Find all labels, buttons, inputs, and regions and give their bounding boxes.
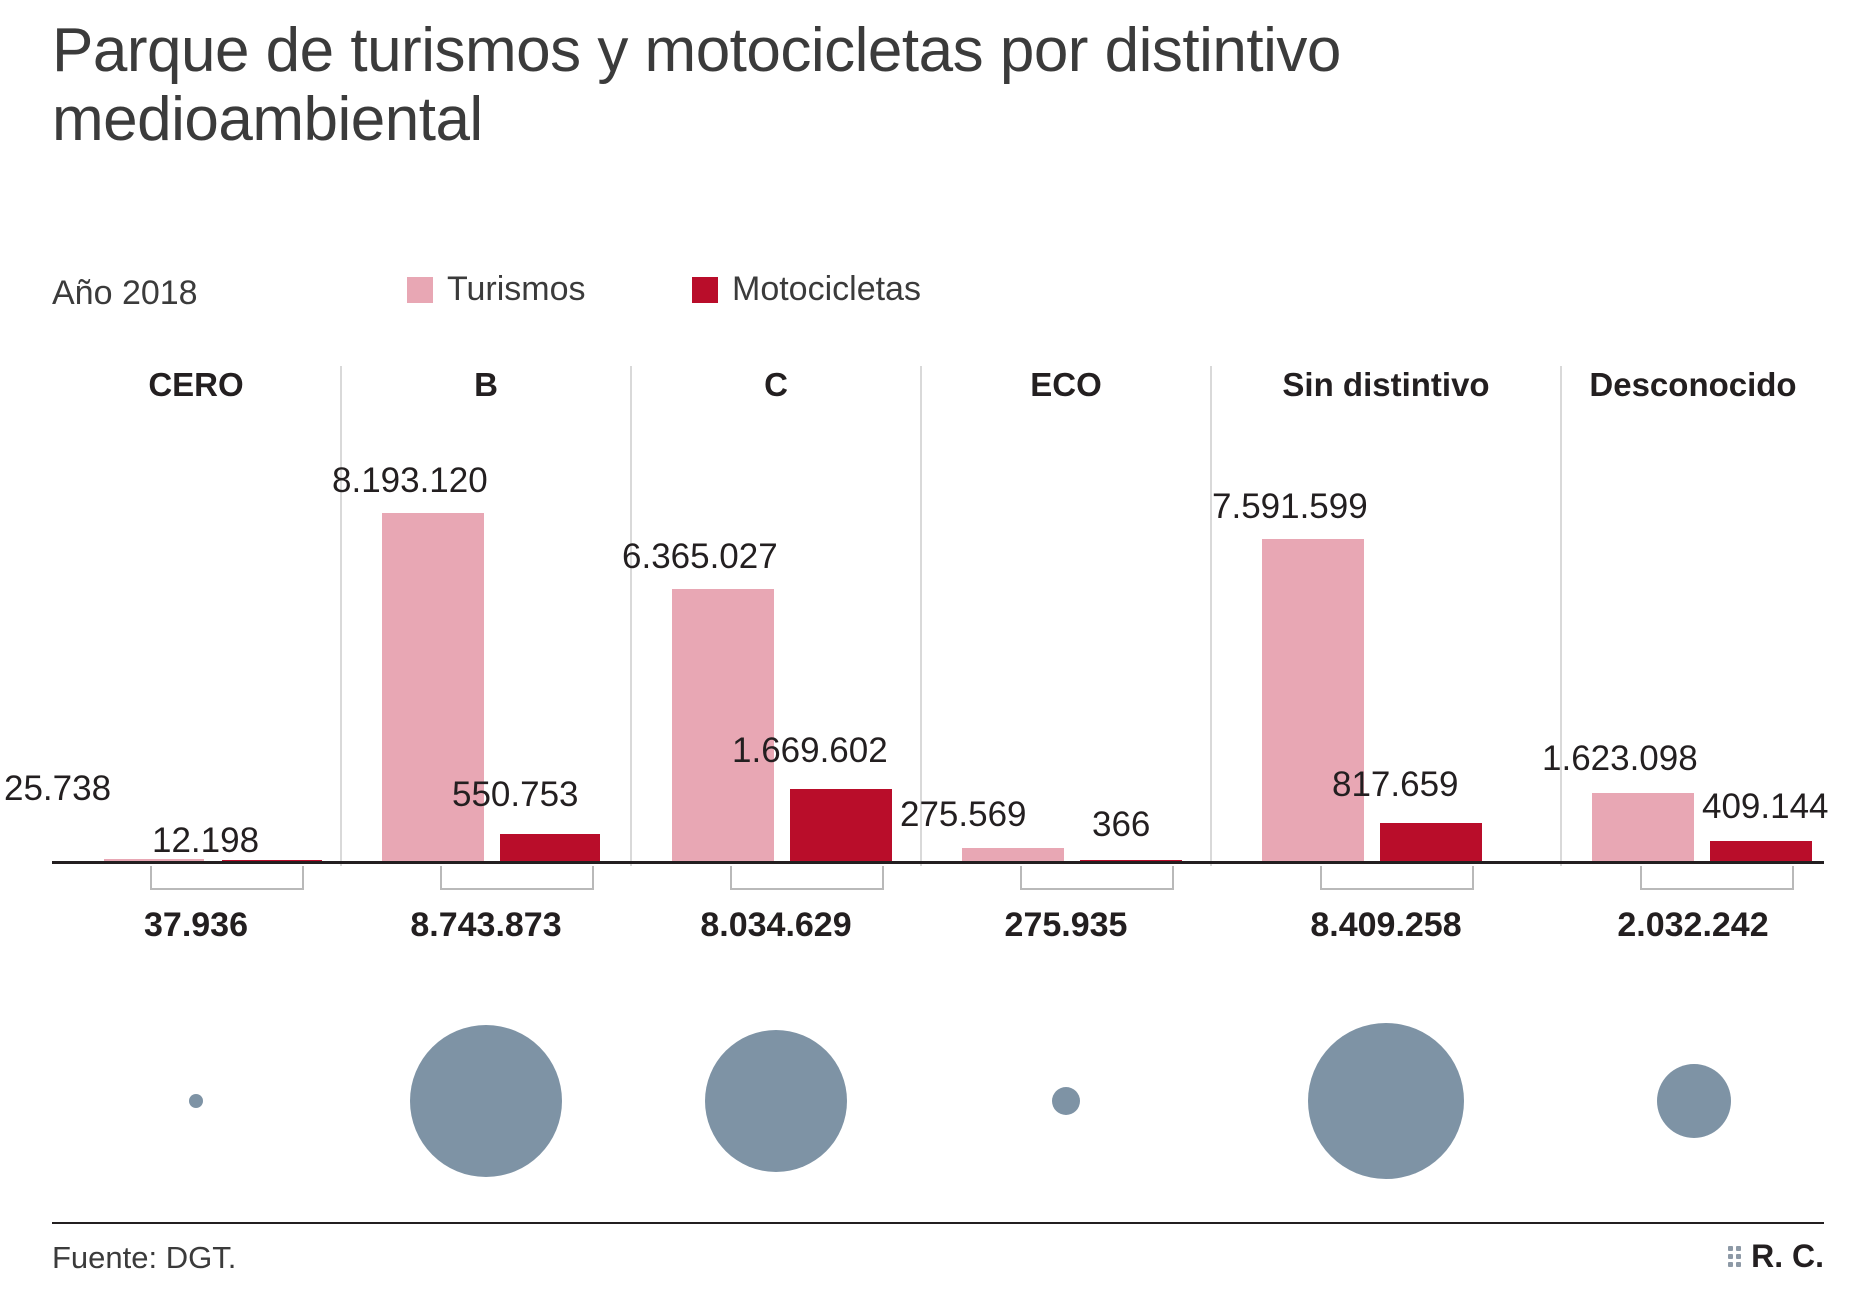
bar-group-label: ECO [1030,366,1102,403]
total-bracket [1640,866,1794,890]
bar-value-motocicletas: 12.198 [152,821,260,860]
bubble-row [52,988,1824,1178]
bar-motocicletas [1380,823,1482,861]
bar-value-motocicletas: 366 [1092,805,1151,844]
bubble-cero [189,1094,203,1108]
axis-baseline [52,861,1824,864]
bubble-b [410,1025,562,1177]
legend-swatch-motocicletas [692,277,718,303]
bar-turismos [962,848,1064,861]
bar-motocicletas [1710,841,1812,861]
group-totals [52,866,1824,976]
bar-group-eco [900,366,1210,864]
bars-container [1212,441,1560,861]
page-title: Parque de turismos y motocicletas por distintivo medioambiental [52,16,1341,155]
bar-group-label: C [764,366,788,403]
legend-swatch-turismos [407,277,433,303]
credit-label: R. C. [1751,1238,1824,1274]
footer-divider [52,1222,1824,1224]
bar-group-desconocido [1542,366,1829,864]
total-value: 275.935 [1004,906,1128,944]
bar-value-motocicletas: 550.753 [452,775,579,814]
bar-motocicletas [500,834,600,861]
total-value: 8.743.873 [410,906,562,944]
year-label: Año 2018 [52,274,198,312]
total-value: 2.032.242 [1617,906,1769,944]
bar-group-label: CERO [148,366,244,403]
bar-value-turismos: 6.365.027 [622,537,778,576]
bar-value-turismos: 8.193.120 [332,461,488,500]
bar-value-motocicletas: 817.659 [1332,765,1459,804]
legend-item-turismos [407,270,586,309]
bars-container [900,441,1210,861]
legend-label-turismos: Turismos [447,270,586,308]
bubble-c [705,1030,847,1172]
bubble-desconocido [1657,1064,1731,1138]
total-bracket [150,866,304,890]
bars-container [4,441,340,861]
total-value: 37.936 [144,906,248,944]
bar-group-cero [4,366,340,864]
bar-value-turismos: 275.569 [900,795,1027,834]
bar-group-sin-distintivo [1212,366,1560,864]
bar-value-motocicletas: 409.144 [1702,787,1829,826]
total-value: 8.409.258 [1310,906,1462,944]
total-bracket [440,866,594,890]
credit-block [1728,1238,1824,1275]
total-bracket [1020,866,1174,890]
dots-icon [1728,1246,1741,1267]
bar-turismos [1262,539,1364,861]
bar-group-label: Sin distintivo [1282,366,1490,403]
bar-value-turismos: 7.591.599 [1212,487,1368,526]
source-label: Fuente: DGT. [52,1240,237,1275]
legend-row [52,270,1252,314]
bubble-eco [1052,1087,1080,1115]
total-bracket [1320,866,1474,890]
total-value: 8.034.629 [700,906,852,944]
bar-group-label: Desconocido [1589,366,1797,403]
bar-group-b [332,366,630,864]
bar-motocicletas [790,789,892,861]
bar-group-label: B [474,366,498,403]
bar-turismos [672,589,774,861]
bars-container [332,441,630,861]
bar-value-motocicletas: 1.669.602 [732,731,888,770]
legend-label-motocicletas: Motocicletas [732,270,921,308]
legend-item-motocicletas [692,270,921,309]
bar-group-c [622,366,920,864]
bubble-sin-distintivo [1308,1023,1464,1179]
bar-value-turismos: 25.738 [4,769,112,808]
bars-container [622,441,920,861]
total-bracket [730,866,884,890]
bars-container [1542,441,1829,861]
bar-turismos [1592,793,1694,861]
bar-value-turismos: 1.623.098 [1542,739,1698,778]
